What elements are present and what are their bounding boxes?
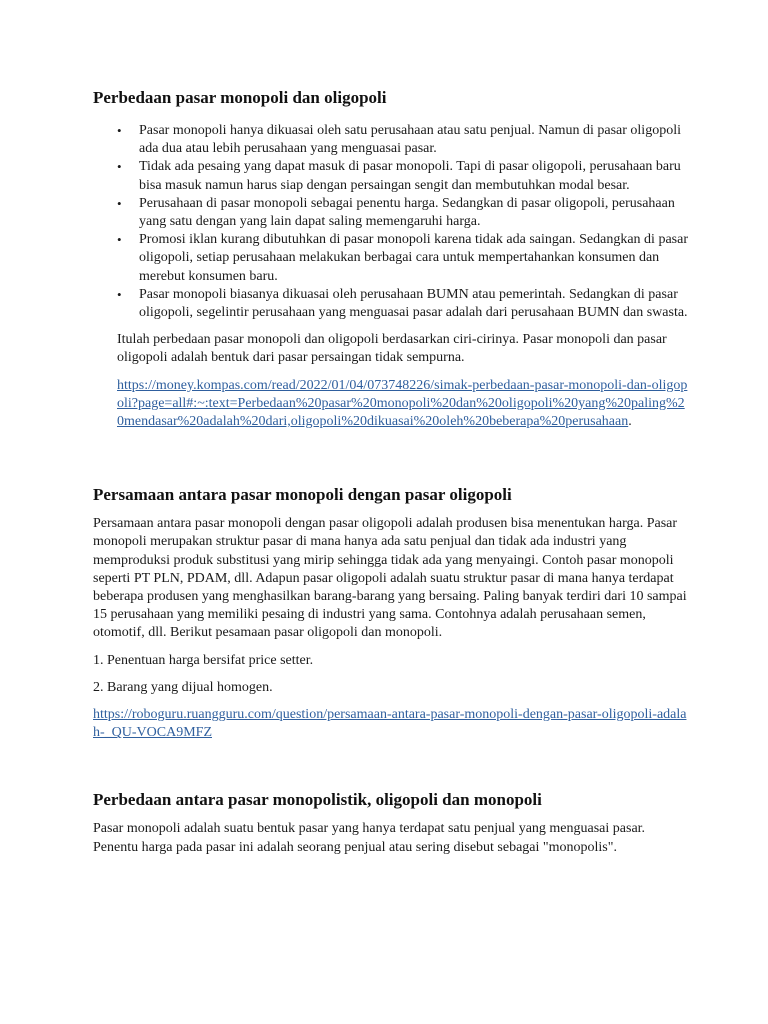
source-link-paragraph-2 xyxy=(93,706,688,742)
source-link-paragraph xyxy=(93,377,688,432)
numbered-item-1: 1. Penentuan harga bersifat price setter. xyxy=(93,652,314,668)
list-item xyxy=(93,122,688,158)
section-title-perbedaan-monopolistik: Perbedaan antara pasar monopolistik, oligopoli dan monopoli xyxy=(93,790,542,810)
differences-bullet-list xyxy=(93,122,688,322)
list-item-text: Perusahaan di pasar monopoli sebagai penentu harga. Sedangkan di pasar oligopoli, perusahaan yang satu dengan yang lain dapat saling memengaruhi harga. xyxy=(139,195,675,230)
section-title-persamaan: Persamaan antara pasar monopoli dengan pasar oligopoli xyxy=(93,485,512,505)
bullet-icon: • xyxy=(117,195,122,211)
link-suffix: . xyxy=(628,414,632,430)
summary-paragraph: Itulah perbedaan pasar monopoli dan oligopoli berdasarkan ciri-cirinya. Pasar monopoli dan pasar oligopoli adalah bentuk dari pasar persaingan tidak sempurna. xyxy=(117,332,667,366)
list-item-text: Pasar monopoli biasanya dikuasai oleh perusahaan BUMN atau pemerintah. Sedangkan di pasar oligopoli, segelintir perusahaan yang menguasai pasar adalah dari perusahaan BUMN dan swasta. xyxy=(139,286,688,321)
kompas-source-link[interactable]: https://money.kompas.com/read/2022/01/04/073748226/simak-perbedaan-pasar-monopoli-dan-oligopoli?page=all#:~:text=Perbedaan%20pasar%20monopoli%20dan%20oligopoli%20yang%20paling%20mendasar%20adalah%20dari,oligopoli%20dikuasai%20oleh%20beberapa%20perusahaan xyxy=(117,377,688,430)
roboguru-source-link[interactable]: https://roboguru.ruangguru.com/question/persamaan-antara-pasar-monopoli-dengan-pasar-oligopoli-adalah-_QU-VOCA9MFZ xyxy=(93,707,687,741)
bullet-icon: • xyxy=(117,232,122,248)
bullet-icon: • xyxy=(117,159,122,175)
section-title-perbedaan-monopoli-oligopoli: Perbedaan pasar monopoli dan oligopoli xyxy=(93,88,387,107)
list-item xyxy=(93,195,688,231)
bullet-icon: • xyxy=(117,286,122,302)
list-item xyxy=(93,231,688,286)
monopoly-definition-paragraph: Pasar monopoli adalah suatu bentuk pasar yang hanya terdapat satu penjual yang menguasai pasar. Penentu harga pada pasar ini adalah seorang penjual atau sering disebut sebagai "monopolis". xyxy=(93,821,646,855)
list-item-text: Pasar monopoli hanya dikuasai oleh satu perusahaan atau satu penjual. Namun di pasar oligopoli ada dua atau lebih perusahaan yang menguasai pasar. xyxy=(139,123,681,157)
bullet-icon: • xyxy=(117,123,122,138)
similarity-paragraph: Persamaan antara pasar monopoli dengan pasar oligopoli adalah produsen bisa menentukan harga. Pasar monopoli merupakan struktur pasar di mana hanya ada satu penjual dan tidak ada industri yang memproduksi produk substitusi yang mirip sehingga tidak ada yang menyaingi. Contoh pasar monopoli seperti PT PLN, PDAM, dll. Adapun pasar oligopoli adalah suatu struktur pasar di mana hanya terdapat beberapa produsen yang menghasilkan barang-barang yang bersaing. Paling banyak terdiri dari 10 sampai 15 perusahaan yang memiliki pesaing di industri yang sama. Contohnya adalah perusahaan semen, otomotif, dll. Berikut pesamaan pasar oligopoli dan monopoli. xyxy=(93,516,687,641)
list-item-text: Tidak ada pesaing yang dapat masuk di pasar monopoli. Tapi di pasar oligopoli, perusahaan baru bisa masuk namun harus siap dengan persaingan sengit dan membutuhkan modal besar. xyxy=(139,159,681,193)
numbered-item-2: 2. Barang yang dijual homogen. xyxy=(93,679,273,695)
list-item xyxy=(93,158,688,194)
list-item xyxy=(93,286,688,322)
list-item-text: Promosi iklan kurang dibutuhkan di pasar monopoli karena tidak ada saingan. Sedangkan di pasar oligopoli, setiap perusahaan melakukan berbagai cara untuk mempertahankan konsumen dan merebut konsumen baru. xyxy=(139,232,688,284)
